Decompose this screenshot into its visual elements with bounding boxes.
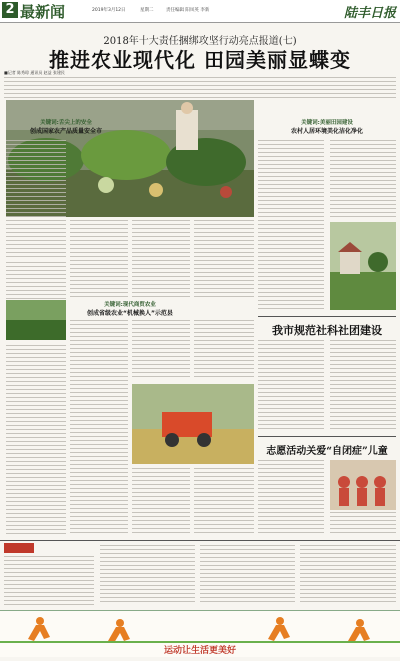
- article-column: [70, 320, 128, 535]
- box2-title: 志愿活动关爱“自闭症”儿童: [266, 446, 388, 457]
- section1-title: 创成国家农产品质量安全市: [29, 128, 102, 135]
- article-lead: [4, 77, 396, 99]
- brief-label-bar: [4, 543, 34, 553]
- article-column: [6, 262, 66, 300]
- article-column: [194, 320, 254, 380]
- article-headline: 推进农业现代化 田园美丽显蝶变: [49, 48, 351, 72]
- article-column: [194, 468, 254, 535]
- article-column: [330, 340, 396, 432]
- section1-label: 关键词:舌尖上的安全: [40, 120, 92, 126]
- volunteers-photo: [330, 460, 396, 510]
- section3-title: 创成省级农业“机械换人”示范县: [87, 310, 173, 317]
- page-header: [0, 0, 400, 23]
- section2-label: 关键词:美丽田园建设: [301, 120, 353, 126]
- editor-credit: 责任编辑 阳凤英 李新: [166, 8, 210, 13]
- article-column: [6, 140, 66, 260]
- article-column: [200, 545, 295, 605]
- article-column: [132, 220, 190, 300]
- article-kicker: 2018年十大责任捆绑攻坚行动亮点报道(七): [103, 36, 297, 47]
- article-column: [70, 220, 128, 300]
- article-column: [132, 468, 190, 535]
- village-photo: [330, 222, 396, 310]
- article-column: [194, 220, 254, 300]
- issue-date: 2019年3月12日: [92, 8, 126, 13]
- article-column: [6, 345, 66, 535]
- box1-title: 我市规范社科社团建设: [272, 324, 382, 337]
- greenhouse-photo: [6, 300, 66, 340]
- article-column: [300, 545, 396, 605]
- article-byline: ■记者 陈秀琼 通讯员 赵益 张建民: [4, 70, 65, 75]
- article-column: [258, 340, 324, 432]
- article-column: [258, 460, 324, 535]
- article-column: [258, 140, 324, 310]
- article-column: [330, 140, 396, 220]
- section-title: 最新闻: [20, 3, 66, 21]
- article-column: [132, 320, 190, 380]
- divider: [0, 540, 400, 541]
- article-column: [4, 556, 94, 606]
- divider: [258, 436, 396, 437]
- issue-day: 星期二: [140, 8, 154, 13]
- section3-label: 关键词:现代商贸农业: [104, 302, 156, 308]
- article-column: [330, 512, 396, 535]
- page-number: 2: [2, 2, 18, 18]
- article-column: [100, 545, 195, 605]
- harvester-photo: [132, 384, 254, 464]
- newspaper-logo: 陆丰日报: [343, 6, 396, 21]
- section2-title: 农村人居环境美化洁化净化: [290, 128, 363, 135]
- divider: [258, 316, 396, 317]
- footer-slogan: 运动让生活更美好: [163, 646, 236, 656]
